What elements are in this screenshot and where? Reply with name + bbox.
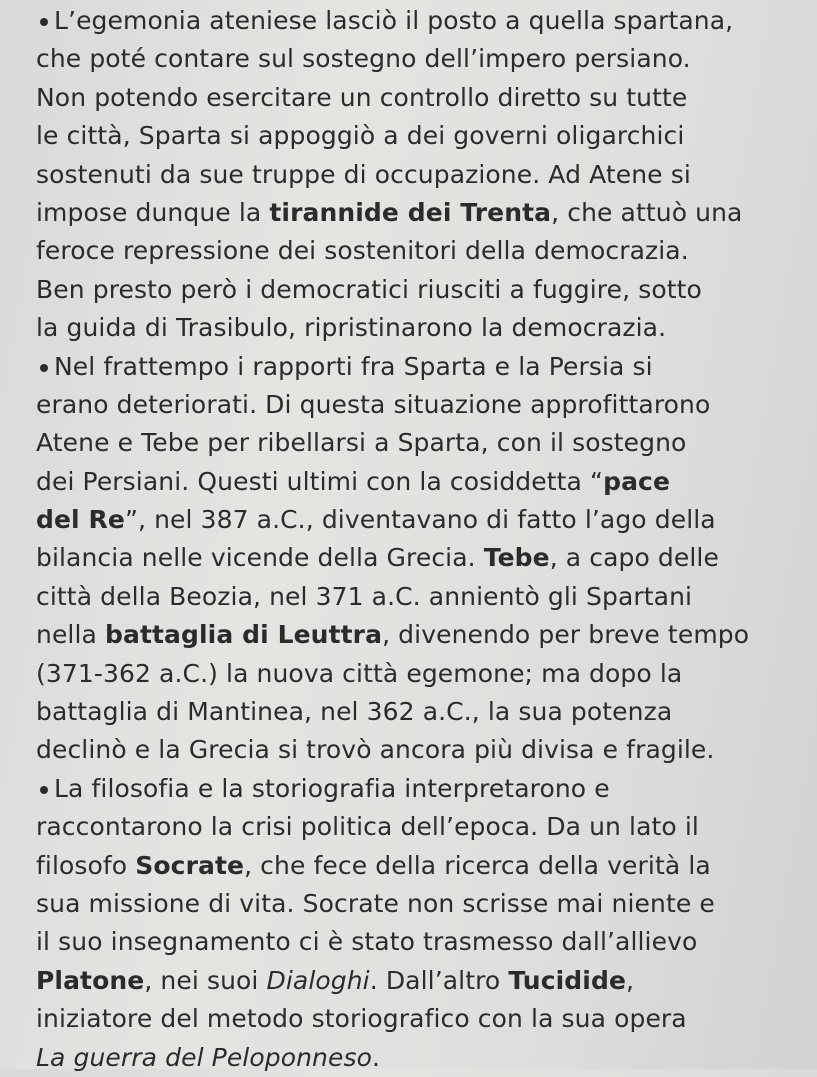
text-line <box>36 386 799 424</box>
text-run: dei Persiani. Questi ultimi con la cosiddetta “ <box>36 466 604 496</box>
text-line <box>36 232 799 270</box>
text-run: la guida di Trasibulo, ripristinarono la democrazia. <box>36 313 667 343</box>
italic-title: La guerra del Peloponneso <box>36 1042 373 1072</box>
text-line <box>36 40 799 78</box>
text-line <box>36 463 799 501</box>
text-line <box>36 309 799 347</box>
text-line <box>36 578 799 616</box>
italic-title: Dialoghi <box>266 965 370 995</box>
bullet-point-icon <box>40 364 48 372</box>
text-line <box>36 655 799 693</box>
bullet-point-icon <box>40 786 48 794</box>
text-line <box>36 424 799 462</box>
text-run: filosofo <box>36 850 136 880</box>
bold-term: tirannide dei Trenta <box>269 197 552 227</box>
text-run: , nei suoi <box>144 965 267 995</box>
text-line <box>36 348 799 386</box>
text-line <box>36 847 799 885</box>
bold-term: Socrate <box>135 850 245 880</box>
text-run: città della Beozia, nel 371 a.C. annientò gli Spartani <box>36 581 693 611</box>
text-run: Nel frattempo i rapporti fra Sparta e la Persia si <box>54 351 653 381</box>
text-line <box>36 271 799 309</box>
text-run: , divenendo per breve tempo <box>382 620 750 650</box>
text-line <box>36 1039 799 1077</box>
text-line <box>36 2 799 40</box>
text-line <box>36 1000 799 1038</box>
text-run: nella <box>36 620 105 650</box>
text-run: battaglia di Mantinea, nel 362 a.C., la sua potenza <box>36 697 673 727</box>
text-line <box>36 923 799 961</box>
text-run: raccontarono la crisi politica dell’epoca. Da un lato il <box>36 812 699 842</box>
text-run: sostenuti da sue truppe di occupazione. Ad Atene si <box>36 159 691 189</box>
text-line <box>36 194 799 232</box>
text-run: , che attuò una <box>551 197 743 227</box>
text-run: La filosofia e la storiografia interpretarono e <box>54 773 610 803</box>
text-run: (371-362 a.C.) la nuova città egemone; ma dopo la <box>36 658 683 688</box>
text-run: impose dunque la <box>36 197 270 227</box>
text-line <box>36 731 799 769</box>
text-run: erano deteriorati. Di questa situazione approfittarono <box>36 389 711 419</box>
text-run: che poté contare sul sostegno dell’impero persiano. <box>36 44 691 74</box>
text-run: iniziatore del metodo storiografico con la sua opera <box>36 1004 687 1034</box>
text-line <box>36 962 799 1000</box>
bold-term: del Re <box>36 505 125 535</box>
bold-term: Tucidide <box>508 965 626 995</box>
text-run: feroce repressione dei sostenitori della democrazia. <box>36 236 689 266</box>
bold-term: Platone <box>36 965 145 995</box>
text-run: sua missione di vita. Socrate non scrisse mai niente e <box>36 888 715 918</box>
text-run: . Dall’altro <box>369 965 509 995</box>
text-run: . <box>372 1042 381 1072</box>
text-run: declinò e la Grecia si trovò ancora più divisa e fragile. <box>36 735 715 765</box>
text-run: ”, nel 387 a.C., diventavano di fatto l’ago della <box>124 505 716 535</box>
text-run: il suo insegnamento ci è stato trasmesso dall’allievo <box>36 927 698 957</box>
bold-term: Tebe <box>483 543 550 573</box>
text-line <box>36 539 799 577</box>
text-line <box>36 156 799 194</box>
text-run: , che fece della ricerca della verità la <box>244 850 711 880</box>
text-run: , <box>626 965 635 995</box>
text-run: Atene e Tebe per ribellarsi a Sparta, con il sostegno <box>36 428 687 458</box>
text-run: le città, Sparta si appoggiò a dei governi oligarchici <box>36 121 685 151</box>
bullet-point-icon <box>40 18 48 26</box>
text-line <box>36 885 799 923</box>
text-line <box>36 693 799 731</box>
text-run: Ben presto però i democratici riusciti a fuggire, sotto <box>36 274 702 304</box>
text-line <box>36 616 799 654</box>
bold-term: battaglia di Leuttra <box>104 620 383 650</box>
text-line <box>36 79 799 117</box>
text-line <box>36 117 799 155</box>
text-run: , a capo delle <box>549 543 719 573</box>
text-line <box>36 770 799 808</box>
bold-term: pace <box>603 466 671 496</box>
text-run: Non potendo esercitare un controllo diretto su tutte <box>36 82 688 112</box>
text-line <box>36 808 799 846</box>
text-run: bilancia nelle vicende della Grecia. <box>36 543 484 573</box>
text-line <box>36 501 799 539</box>
text-run: L’egemonia ateniese lasciò il posto a quella spartana, <box>54 6 734 35</box>
